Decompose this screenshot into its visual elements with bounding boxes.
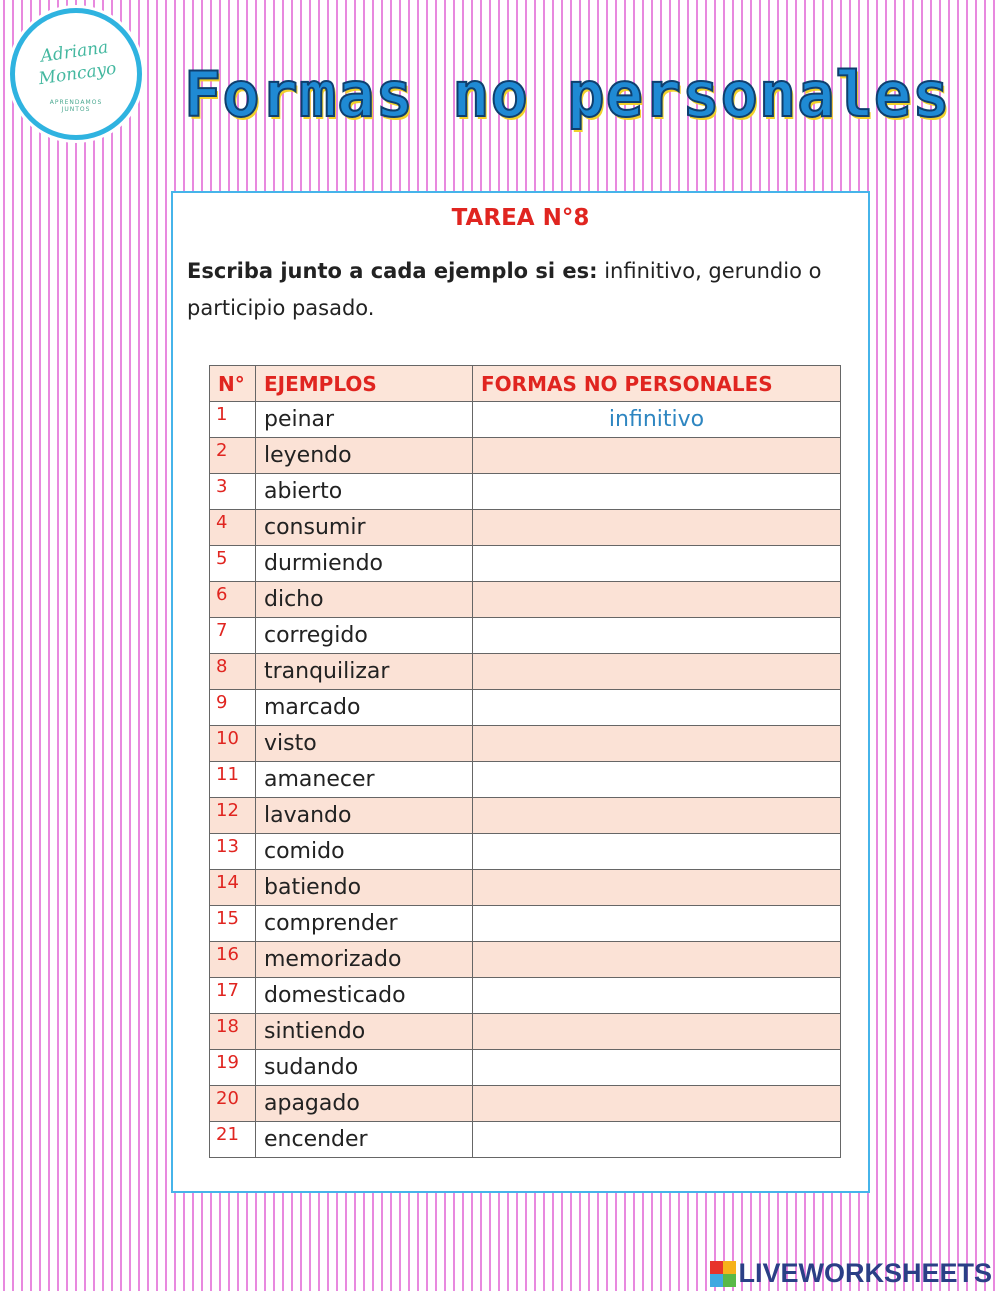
row-example: apagado [256, 1086, 473, 1122]
table-row [210, 690, 841, 726]
page-title: Formas no personales [184, 58, 951, 131]
answer-field[interactable] [473, 1050, 841, 1086]
table-row [210, 1086, 841, 1122]
live-badge-icon [710, 1261, 736, 1287]
instruction-bold: Escriba junto a cada ejemplo si es: [187, 259, 598, 283]
logo-tagline: APRENDAMOS JUNTOS [49, 99, 103, 113]
table-row [210, 978, 841, 1014]
answer-field[interactable] [473, 870, 841, 906]
worksheet-card [171, 191, 870, 1193]
header-forms: FORMAS NO PERSONALES [473, 366, 841, 402]
row-number: 15 [210, 906, 256, 942]
row-example: dicho [256, 582, 473, 618]
answer-field[interactable] [473, 438, 841, 474]
row-example: leyendo [256, 438, 473, 474]
table-row [210, 402, 841, 438]
table-body [210, 402, 841, 1158]
row-number: 12 [210, 798, 256, 834]
answer-field[interactable] [473, 510, 841, 546]
table-row [210, 618, 841, 654]
answer-field[interactable] [473, 834, 841, 870]
table-row [210, 906, 841, 942]
row-example: sintiendo [256, 1014, 473, 1050]
header-examples: EJEMPLOS [256, 366, 473, 402]
answer-field[interactable] [473, 474, 841, 510]
table-row [210, 870, 841, 906]
table-row [210, 1014, 841, 1050]
logo-author-name: Adriana Moncayo [37, 37, 118, 90]
row-number: 8 [210, 654, 256, 690]
instruction-rest: infinitivo, gerundio o participio pasado. [187, 259, 822, 320]
table-row [210, 474, 841, 510]
row-example: comprender [256, 906, 473, 942]
row-number: 4 [210, 510, 256, 546]
row-example: sudando [256, 1050, 473, 1086]
row-number: 1 [210, 402, 256, 438]
table-row [210, 582, 841, 618]
answer-field[interactable] [473, 582, 841, 618]
row-example: durmiendo [256, 546, 473, 582]
row-number: 9 [210, 690, 256, 726]
row-number: 19 [210, 1050, 256, 1086]
row-example: visto [256, 726, 473, 762]
row-number: 16 [210, 942, 256, 978]
row-number: 17 [210, 978, 256, 1014]
task-instruction [187, 253, 827, 327]
row-example: batiendo [256, 870, 473, 906]
answer-field[interactable] [473, 1122, 841, 1158]
row-example: marcado [256, 690, 473, 726]
liveworksheets-watermark [710, 1258, 992, 1289]
author-logo [10, 8, 142, 140]
row-number: 21 [210, 1122, 256, 1158]
answer-field[interactable] [473, 906, 841, 942]
row-number: 11 [210, 762, 256, 798]
answer-field[interactable] [473, 726, 841, 762]
answer-field[interactable] [473, 1086, 841, 1122]
table-row [210, 546, 841, 582]
table-row [210, 762, 841, 798]
row-number: 6 [210, 582, 256, 618]
row-number: 2 [210, 438, 256, 474]
answer-field[interactable] [473, 978, 841, 1014]
answer-field[interactable] [473, 690, 841, 726]
task-heading: TAREA N°8 [451, 205, 590, 231]
row-number: 7 [210, 618, 256, 654]
table-row [210, 1050, 841, 1086]
row-number: 13 [210, 834, 256, 870]
watermark-text: LIVEWORKSHEETS [738, 1258, 992, 1288]
row-example: memorizado [256, 942, 473, 978]
table-row [210, 654, 841, 690]
row-number: 5 [210, 546, 256, 582]
row-example: comido [256, 834, 473, 870]
row-number: 3 [210, 474, 256, 510]
answer-field[interactable] [473, 618, 841, 654]
row-number: 14 [210, 870, 256, 906]
table-row [210, 438, 841, 474]
answer-field[interactable] [473, 654, 841, 690]
answer-field[interactable] [473, 1014, 841, 1050]
row-example: encender [256, 1122, 473, 1158]
answer-field[interactable] [473, 762, 841, 798]
table-row [210, 798, 841, 834]
row-example: peinar [256, 402, 473, 438]
row-example: consumir [256, 510, 473, 546]
row-example: domesticado [256, 978, 473, 1014]
row-number: 20 [210, 1086, 256, 1122]
exercise-table [209, 365, 841, 1158]
table-row [210, 834, 841, 870]
table-row [210, 726, 841, 762]
table-header-row [210, 366, 841, 402]
answer-field[interactable] [473, 798, 841, 834]
table-row [210, 942, 841, 978]
answer-field[interactable]: infinitivo [473, 402, 841, 438]
row-example: lavando [256, 798, 473, 834]
row-example: abierto [256, 474, 473, 510]
row-example: amanecer [256, 762, 473, 798]
row-number: 10 [210, 726, 256, 762]
badge-square-red [710, 1261, 723, 1274]
row-example: corregido [256, 618, 473, 654]
answer-field[interactable] [473, 546, 841, 582]
row-number: 18 [210, 1014, 256, 1050]
badge-square-yellow [723, 1261, 736, 1274]
table-row [210, 1122, 841, 1158]
badge-square-blue [710, 1274, 723, 1287]
header-number: N° [210, 366, 256, 402]
row-example: tranquilizar [256, 654, 473, 690]
badge-square-green [723, 1274, 736, 1287]
answer-field[interactable] [473, 942, 841, 978]
table-row [210, 510, 841, 546]
